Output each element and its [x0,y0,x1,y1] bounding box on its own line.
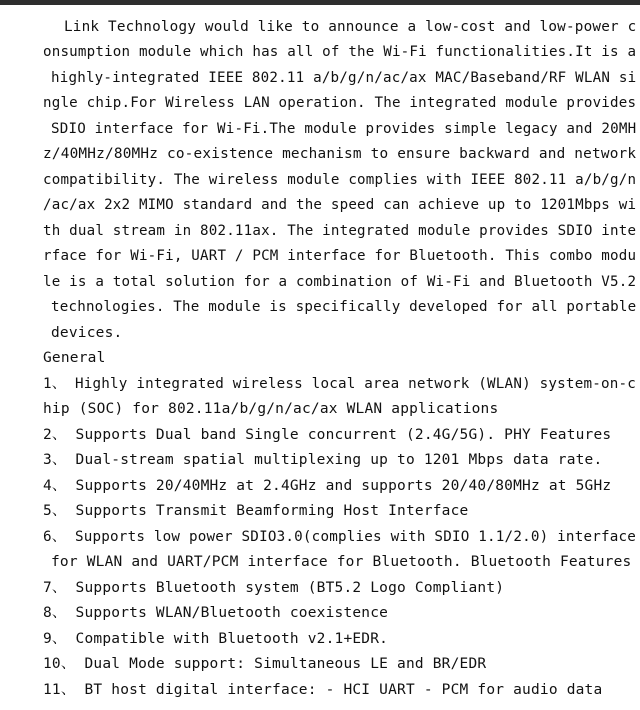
paragraph-line: highly-integrated IEEE 802.11 a/b/g/n/ac/ax MAC/Baseband/RF WLAN si [51,70,637,86]
feature-item: 5、 Supports Transmit Beamforming Host Interface [43,503,469,519]
feature-item: 6、 Supports low power SDIO3.0(complies with SDIO 1.1/2.0) interface [43,529,637,545]
paragraph-line: technologies. The module is specifically developed for all portable [51,299,637,315]
feature-item: 1、 Highly integrated wireless local area network (WLAN) system-on-c [43,376,637,392]
top-border-bar [0,0,640,5]
paragraph-line: onsumption module which has all of the Wi-Fi functionalities.It is a [43,44,637,60]
paragraph-line: th dual stream in 802.11ax. The integrated module provides SDIO inte [43,223,637,239]
feature-item: for WLAN and UART/PCM interface for Bluetooth. Bluetooth Features [51,554,632,570]
feature-item: 8、 Supports WLAN/Bluetooth coexistence [43,605,389,621]
paragraph-line: rface for Wi-Fi, UART / PCM interface for Bluetooth. This combo modu [43,248,637,264]
paragraph-line: le is a total solution for a combination of Wi-Fi and Bluetooth V5.2 [43,274,637,290]
feature-item: hip (SOC) for 802.11a/b/g/n/ac/ax WLAN applications [43,401,499,417]
feature-item: 4、 Supports 20/40MHz at 2.4GHz and supports 20/40/80MHz at 5GHz [43,478,612,494]
paragraph-line: SDIO interface for Wi-Fi.The module provides simple legacy and 20MH [51,121,637,137]
feature-item: 2、 Supports Dual band Single concurrent (2.4G/5G). PHY Features [43,427,612,443]
paragraph-line: Link Technology would like to announce a low-cost and low-power c [64,19,637,35]
feature-item: 9、 Compatible with Bluetooth v2.1+EDR. [43,631,389,647]
paragraph-line: ngle chip.For Wireless LAN operation. The integrated module provides [43,95,637,111]
feature-item: 11、 BT host digital interface: - HCI UART - PCM for audio data [43,682,603,698]
paragraph-line: compatibility. The wireless module complies with IEEE 802.11 a/b/g/n [43,172,637,188]
feature-item: 3、 Dual-stream spatial multiplexing up to 1201 Mbps data rate. [43,452,603,468]
section-heading: General [43,350,106,366]
paragraph-line: /ac/ax 2x2 MIMO standard and the speed can achieve up to 1201Mbps wi [43,197,637,213]
feature-item: 7、 Supports Bluetooth system (BT5.2 Logo Compliant) [43,580,505,596]
paragraph-line: z/40MHz/80MHz co-existence mechanism to ensure backward and network [43,146,637,162]
feature-item: 10、 Dual Mode support: Simultaneous LE and BR/EDR [43,656,487,672]
paragraph-line: devices. [51,325,123,341]
